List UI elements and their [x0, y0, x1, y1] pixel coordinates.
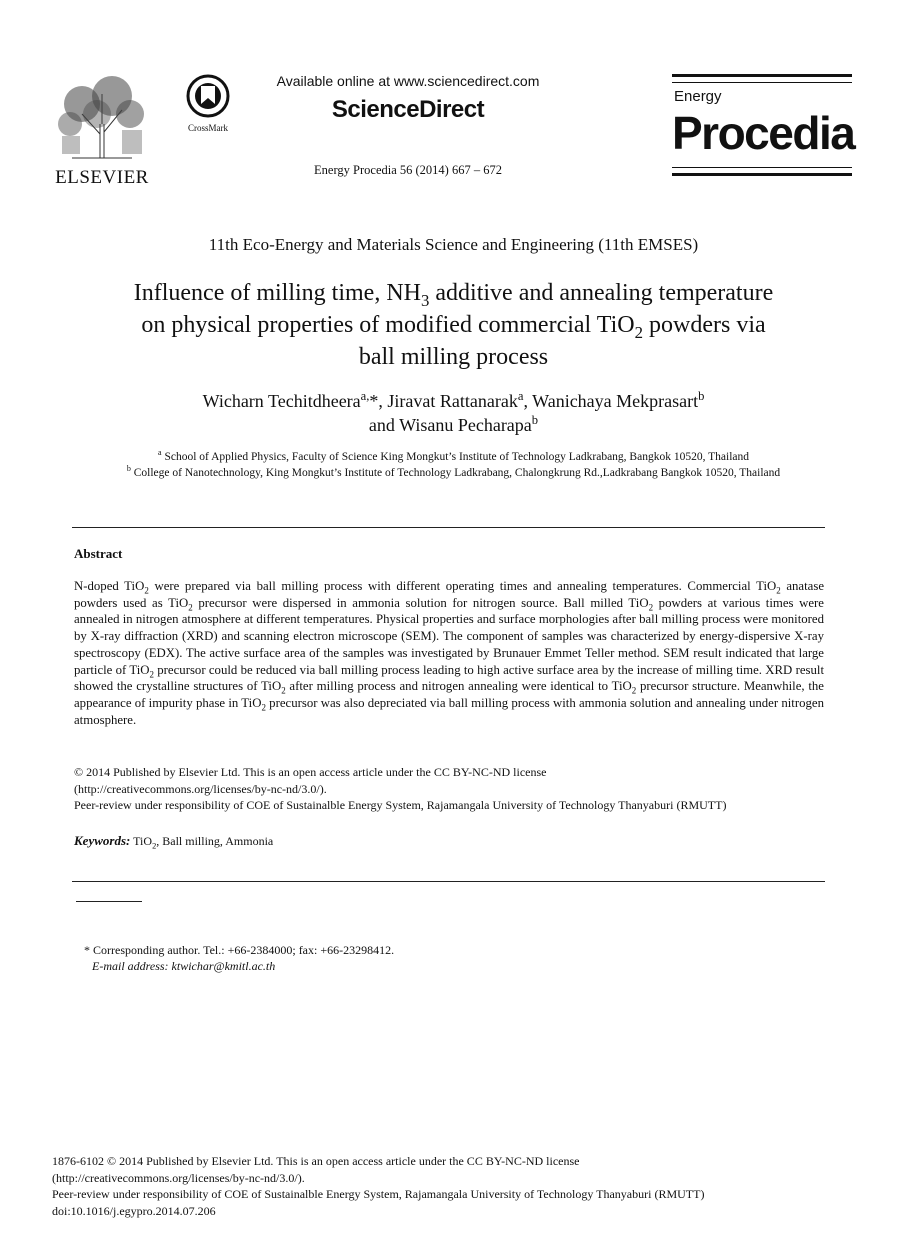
author-name[interactable]: and Wisanu Pecharapa — [368, 415, 532, 435]
elsevier-wordmark: ELSEVIER — [55, 167, 149, 188]
author-list — [0, 389, 907, 437]
keywords-label: Keywords: — [74, 833, 131, 848]
title-line-3: ball milling process — [358, 344, 549, 370]
available-online: Available online at www.sciencedirect.com — [276, 73, 540, 89]
author-name[interactable]: Wanichaya Mekprasart — [532, 391, 699, 411]
title-line-1: Influence of milling time, $NH_3$ additive and annealing temperature — [133, 280, 774, 310]
journal-small: Energy — [674, 88, 722, 105]
crossmark-label: CrossMark — [188, 123, 228, 133]
abstract-heading: Abstract — [74, 546, 123, 561]
logo-rule-bottom-2 — [672, 173, 852, 176]
divider-top — [72, 527, 825, 528]
footer-doi[interactable]: doi:10.1016/j.egypro.2014.07.206 — [52, 1203, 216, 1218]
logo-rule-top-2 — [672, 82, 852, 83]
journal-big: Procedia — [672, 107, 855, 159]
license-block — [74, 764, 726, 814]
affiliations — [0, 449, 907, 481]
author-name[interactable]: Jiravat Rattanarak — [387, 391, 518, 411]
journal-citation: Energy Procedia 56 (2014) 667 – 672 — [314, 163, 502, 177]
keywords — [74, 833, 273, 849]
affiliation-b: $^b$ College of Nanotechnology, King Mongkut’s Institute of Technology Ladkrabang, Chalongkrung Rd.,Ladkrabang Bangkok 10520, Thailand — [126, 464, 781, 479]
logo-rule-top — [672, 74, 852, 77]
peer-review-line: Peer-review under responsibility of COE of Sustainalble Energy System, Rajamangala University of Technology Thanyaburi (RMUTT) — [74, 798, 727, 812]
energy-procedia-logo[interactable] — [672, 74, 855, 178]
license-link[interactable]: (http://creativecommons.org/licenses/by-nc-nd/3.0/). — [74, 781, 327, 796]
paper-title — [0, 277, 907, 373]
crossmark-logo[interactable] — [180, 74, 236, 134]
footer-peer-review: Peer-review under responsibility of COE of Sustainalble Energy System, Rajamangala University of Technology Thanyaburi (RMUTT) — [52, 1187, 705, 1201]
authors-line-1: Wicharn Techitdheera$^{a,}$*, Jiravat Rattanarak$^a$, Wanichaya Mekprasart$^b$ — [202, 389, 705, 411]
email-line: E-mail address: ktwichar@kmitl.ac.th — [92, 959, 276, 973]
author-name[interactable]: Wicharn Techitdheera — [202, 391, 361, 411]
divider-bottom — [72, 881, 825, 882]
footer-issn-line: 1876-6102 © 2014 Published by Elsevier Ltd. This is an open access article under the CC BY-NC-ND license — [52, 1154, 580, 1168]
affiliation-a: $^a$ School of Applied Physics, Faculty of Science King Mongkut’s Institute of Technology Ladkrabang, Bangkok 10520, Thailand — [157, 448, 749, 463]
footnote-rule — [76, 901, 142, 902]
elsevier-logo[interactable] — [52, 74, 152, 188]
license-line-1: © 2014 Published by Elsevier Ltd. This is an open access article under the CC BY-NC-ND license — [74, 765, 547, 779]
authors-line-2: and Wisanu Pecharapa$^b$ — [368, 413, 539, 435]
page-footer — [52, 1153, 704, 1219]
keywords-value: TiO$_2$, Ball milling, Ammonia — [133, 834, 274, 851]
title-line-2: on physical properties of modified commercial TiO$_2$ powders via — [141, 312, 766, 342]
corresponding-author: * Corresponding author. Tel.: +66-2384000; fax: +66-23298412. — [84, 943, 395, 957]
logo-rule-bottom — [672, 167, 852, 168]
conference-name: 11th Eco-Energy and Materials Science and Engineering (11th EMSES) — [208, 235, 699, 254]
elsevier-tree-icon — [52, 74, 152, 160]
email-link[interactable]: ktwichar@kmitl.ac.th — [168, 959, 276, 973]
sciencedirect-logo[interactable]: ScienceDirect — [331, 96, 485, 123]
footer-license-link[interactable]: (http://creativecommons.org/licenses/by-nc-nd/3.0/). — [52, 1170, 305, 1185]
abstract-body: N-doped TiO$_2$ were prepared via ball milling process with different operating times and annealing temperatures. Commercial TiO$_2$ anatase powders used as TiO$_2$ precursor were dispersed in ammonia solution for nitrogen source. Ball milled TiO$_2$ powders at various times were annealed in nitrogen atmosphere at different temperatures. Physical properties and surface morphologies after ball milling process were monitored by X-ray diffraction (XRD) and scanning electron microscope (SEM). The component of samples was characterized by energy-dispersive X-ray spectroscopy (EDX). The active surface area of the samples was investigated by Brunauer Emmet Teller method. SEM result indicated that large particle of TiO$_2$ precursor could be reduced via ball milling process leading to high active surface area by the increase of milling time. XRD result showed the crystalline structures of TiO$_2$ after milling process and nitrogen annealing were identical to TiO$_2$ precursor structure. Meanwhile, the appearance of impurity phase in TiO$_2$ precursor was also depreciated via ball milling process with ammonia solution and annealing under nitrogen atmosphere. — [74, 579, 825, 727]
crossmark-icon — [186, 74, 230, 118]
